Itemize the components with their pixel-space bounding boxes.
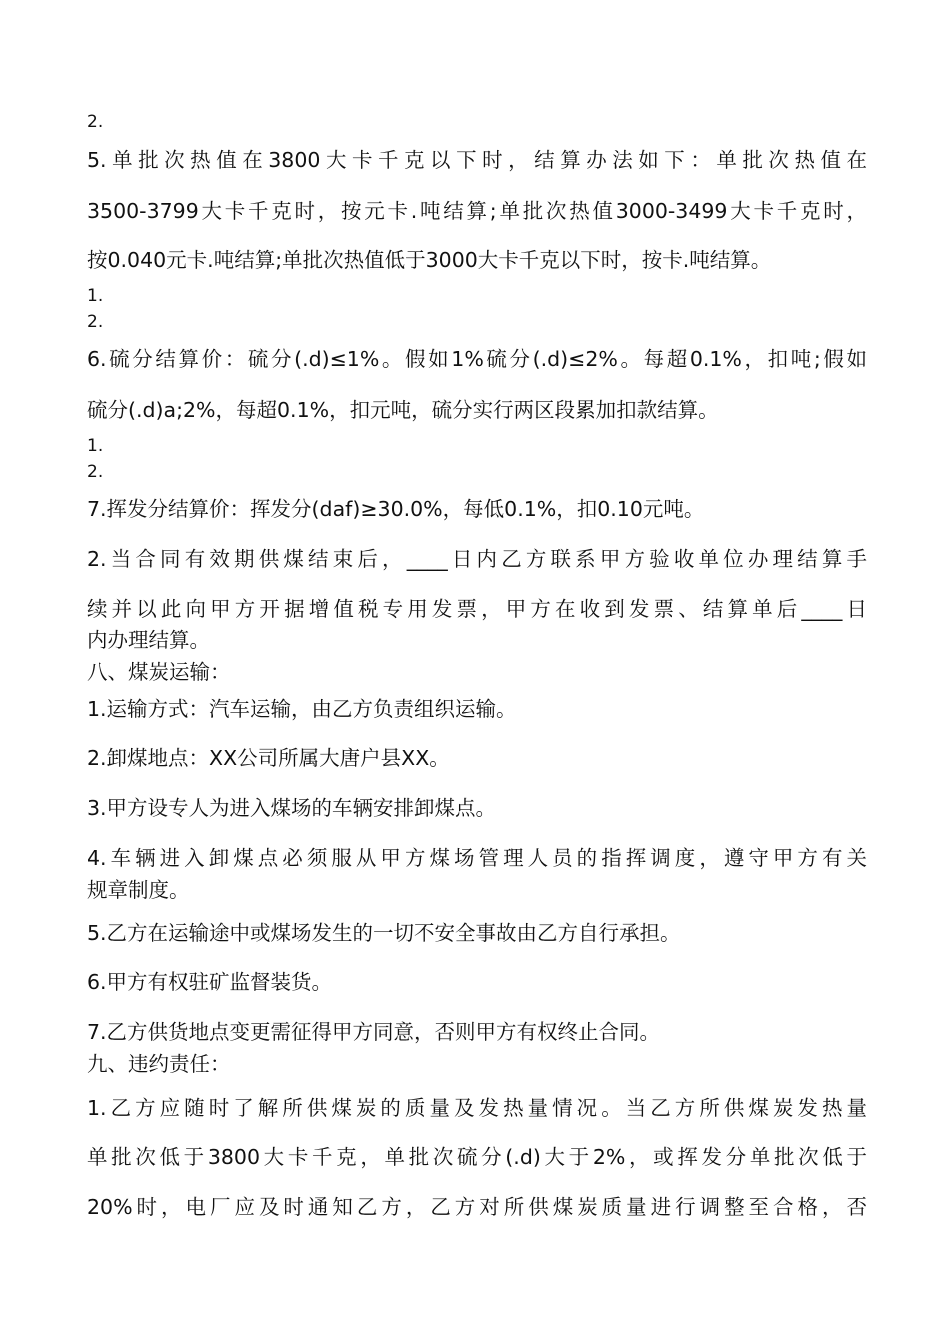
list-number: 1. <box>87 436 104 456</box>
paragraph-line: 2.当合同有效期供煤结束后，____日内乙方联系甲方验收单位办理结算手 <box>87 547 867 571</box>
paragraph-line: 3500-3799大卡千克时，按元卡.吨结算;单批次热值3000-3499大卡千克时， <box>87 199 867 223</box>
paragraph-line: 4.车辆进入卸煤点必须服从甲方煤场管理人员的指挥调度，遵守甲方有关 <box>87 846 867 870</box>
paragraph-line: 按0.040元卡.吨结算;单批次热值低于3000大卡千克以下时，按卡.吨结算。 <box>87 248 772 272</box>
paragraph-line: 1.运输方式：汽车运输，由乙方负责组织运输。 <box>87 697 517 721</box>
paragraph-line: 续并以此向甲方开据增值税专用发票，甲方在收到发票、结算单后____日 <box>87 597 867 621</box>
section-heading: 九、违约责任： <box>87 1052 231 1076</box>
paragraph-line: 2.卸煤地点：XX公司所属大唐户县XX。 <box>87 746 450 770</box>
paragraph-line: 6.硫分结算价：硫分(.d)≤1%。假如1%硫分(.d)≤2%。每超0.1%，扣吨;假如 <box>87 347 867 371</box>
paragraph-line: 20%时，电厂应及时通知乙方，乙方对所供煤炭质量进行调整至合格，否 <box>87 1195 867 1219</box>
list-number: 2. <box>87 112 104 132</box>
list-number: 2. <box>87 462 104 482</box>
paragraph-line: 7.乙方供货地点变更需征得甲方同意，否则甲方有权终止合同。 <box>87 1020 661 1044</box>
paragraph-line: 5.乙方在运输途中或煤场发生的一切不安全事故由乙方自行承担。 <box>87 921 681 945</box>
paragraph-line: 7.挥发分结算价：挥发分(daf)≥30.0%，每低0.1%，扣0.10元吨。 <box>87 497 705 521</box>
paragraph-line: 规章制度。 <box>87 878 190 902</box>
section-heading: 八、煤炭运输： <box>87 660 231 684</box>
paragraph-line: 硫分(.d)a;2%，每超0.1%，扣元吨，硫分实行两区段累加扣款结算。 <box>87 398 719 422</box>
paragraph-line: 6.甲方有权驻矿监督装货。 <box>87 970 333 994</box>
paragraph-line: 1.乙方应随时了解所供煤炭的质量及发热量情况。当乙方所供煤炭发热量 <box>87 1096 867 1120</box>
list-number: 2. <box>87 312 104 332</box>
paragraph-line: 单批次低于3800大卡千克，单批次硫分(.d)大于2%，或挥发分单批次低于 <box>87 1145 867 1169</box>
paragraph-line: 3.甲方设专人为进入煤场的车辆安排卸煤点。 <box>87 796 497 820</box>
list-number: 1. <box>87 286 104 306</box>
paragraph-line: 内办理结算。 <box>87 628 210 652</box>
paragraph-line: 5.单批次热值在3800大卡千克以下时，结算办法如下：单批次热值在 <box>87 148 867 172</box>
